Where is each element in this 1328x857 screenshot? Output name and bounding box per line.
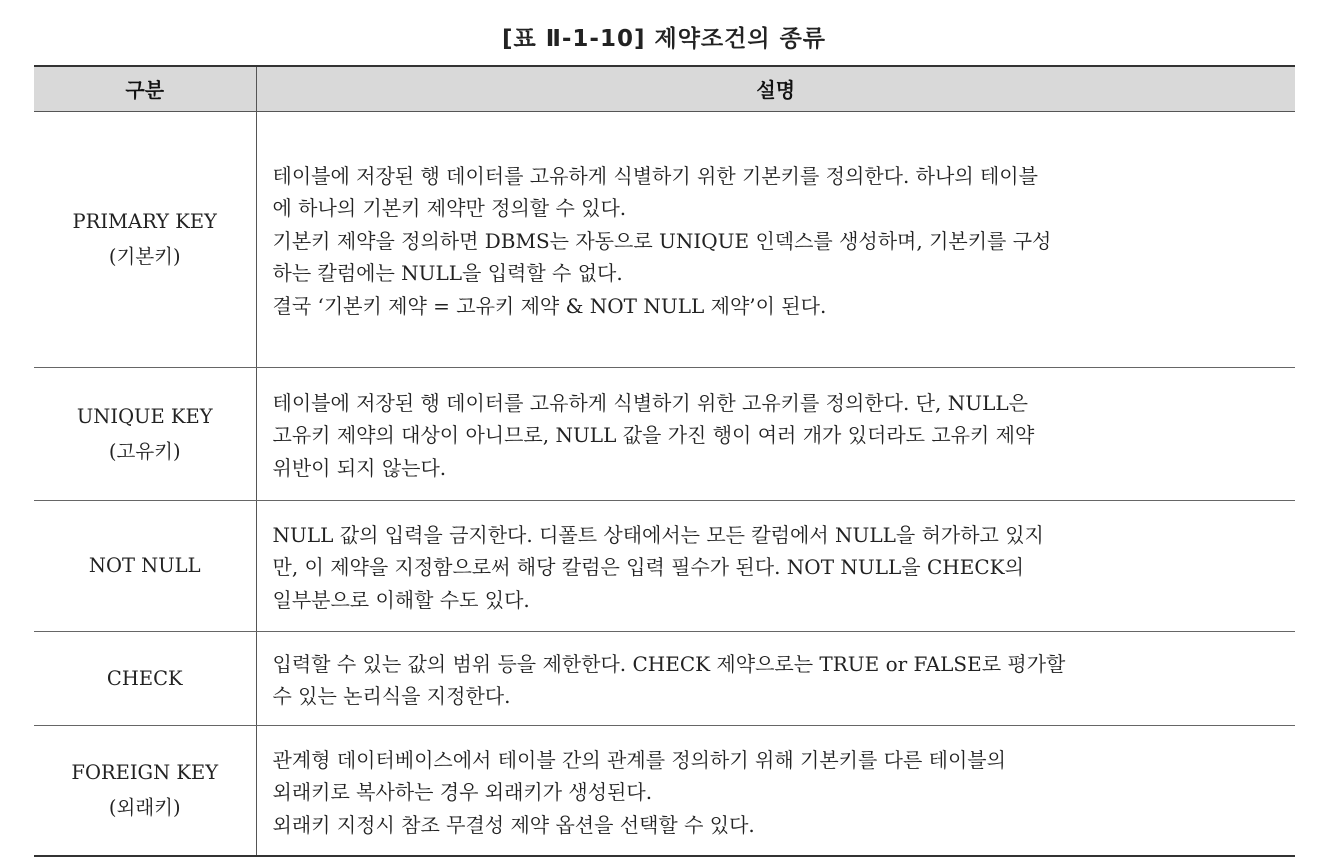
row-category-check bbox=[34, 631, 256, 725]
row-description-unique-key bbox=[256, 367, 1295, 500]
description-line: 관계형 데이터베이스에서 테이블 간의 관계를 정의하기 위해 기본키를 다른 테이블의 bbox=[272, 747, 1006, 772]
table-row bbox=[34, 111, 1295, 367]
table-row bbox=[34, 500, 1295, 631]
description-line: 만, 이 제약을 지정함으로써 해당 칼럼은 입력 필수가 된다. NOT NULL을 CHECK의 bbox=[272, 555, 1024, 580]
category-line: (외래키) bbox=[108, 796, 181, 820]
description-line: 테이블에 저장된 행 데이터를 고유하게 식별하기 위한 고유키를 정의한다. 단, NULL은 bbox=[272, 390, 1028, 415]
table-caption: [표 Ⅱ-1-10] 제약조건의 종류 bbox=[501, 26, 827, 52]
category-line: PRIMARY KEY bbox=[72, 210, 217, 233]
description-line: 입력할 수 있는 값의 범위 등을 제한한다. CHECK 제약으로는 TRUE or FALSE로 평가할 bbox=[272, 651, 1066, 676]
description-line: 에 하나의 기본키 제약만 정의할 수 있다. bbox=[272, 196, 627, 221]
row-category-primary-key bbox=[34, 111, 256, 367]
description-line: 테이블에 저장된 행 데이터를 고유하게 식별하기 위한 기본키를 정의한다. 하나의 테이블 bbox=[272, 163, 1038, 188]
description-line: 외래키 지정시 참조 무결성 제약 옵션을 선택할 수 있다. bbox=[272, 812, 755, 837]
description-line: NULL 값의 입력을 금지한다. 디폴트 상태에서는 모든 칼럼에서 NULL을 허가하고 있지 bbox=[272, 522, 1044, 547]
description-line: 하는 칼럼에는 NULL을 입력할 수 없다. bbox=[272, 261, 623, 286]
table-row bbox=[34, 367, 1295, 500]
description-line: 수 있는 논리식을 지정한다. bbox=[272, 684, 511, 708]
constraint-types-table bbox=[34, 65, 1295, 857]
category-line: (기본키) bbox=[108, 245, 181, 268]
row-description-foreign-key bbox=[256, 725, 1295, 856]
description-line: 위반이 되지 않는다. bbox=[272, 455, 447, 480]
header-description: 설명 bbox=[256, 66, 1295, 111]
row-description-not-null bbox=[256, 500, 1295, 631]
table-header-row bbox=[34, 66, 1295, 111]
description-line: 고유키 제약의 대상이 아니므로, NULL 값을 가진 행이 여러 개가 있더라도 고유키 제약 bbox=[272, 423, 1035, 448]
row-category-unique-key bbox=[34, 367, 256, 500]
row-category-foreign-key bbox=[34, 725, 256, 856]
row-category-not-null bbox=[34, 500, 256, 631]
category-line: NOT NULL bbox=[88, 554, 201, 577]
category-line: (고유키) bbox=[108, 439, 181, 463]
category-line: FOREIGN KEY bbox=[71, 761, 219, 785]
description-line: 외래키로 복사하는 경우 외래키가 생성된다. bbox=[272, 780, 653, 804]
description-line: 일부분으로 이해할 수도 있다. bbox=[272, 587, 530, 612]
row-description-check bbox=[256, 631, 1295, 725]
category-line: CHECK bbox=[106, 666, 183, 690]
table-row bbox=[34, 631, 1295, 725]
row-description-primary-key bbox=[256, 111, 1295, 367]
description-line: 기본키 제약을 정의하면 DBMS는 자동으로 UNIQUE 인덱스를 생성하며, 기본키를 구성 bbox=[272, 228, 1052, 253]
header-category: 구분 bbox=[34, 66, 256, 111]
description-line: 결국 ‘기본키 제약 = 고유키 제약 & NOT NULL 제약’이 된다. bbox=[272, 293, 827, 318]
table-row bbox=[34, 725, 1295, 856]
category-line: UNIQUE KEY bbox=[76, 404, 213, 428]
